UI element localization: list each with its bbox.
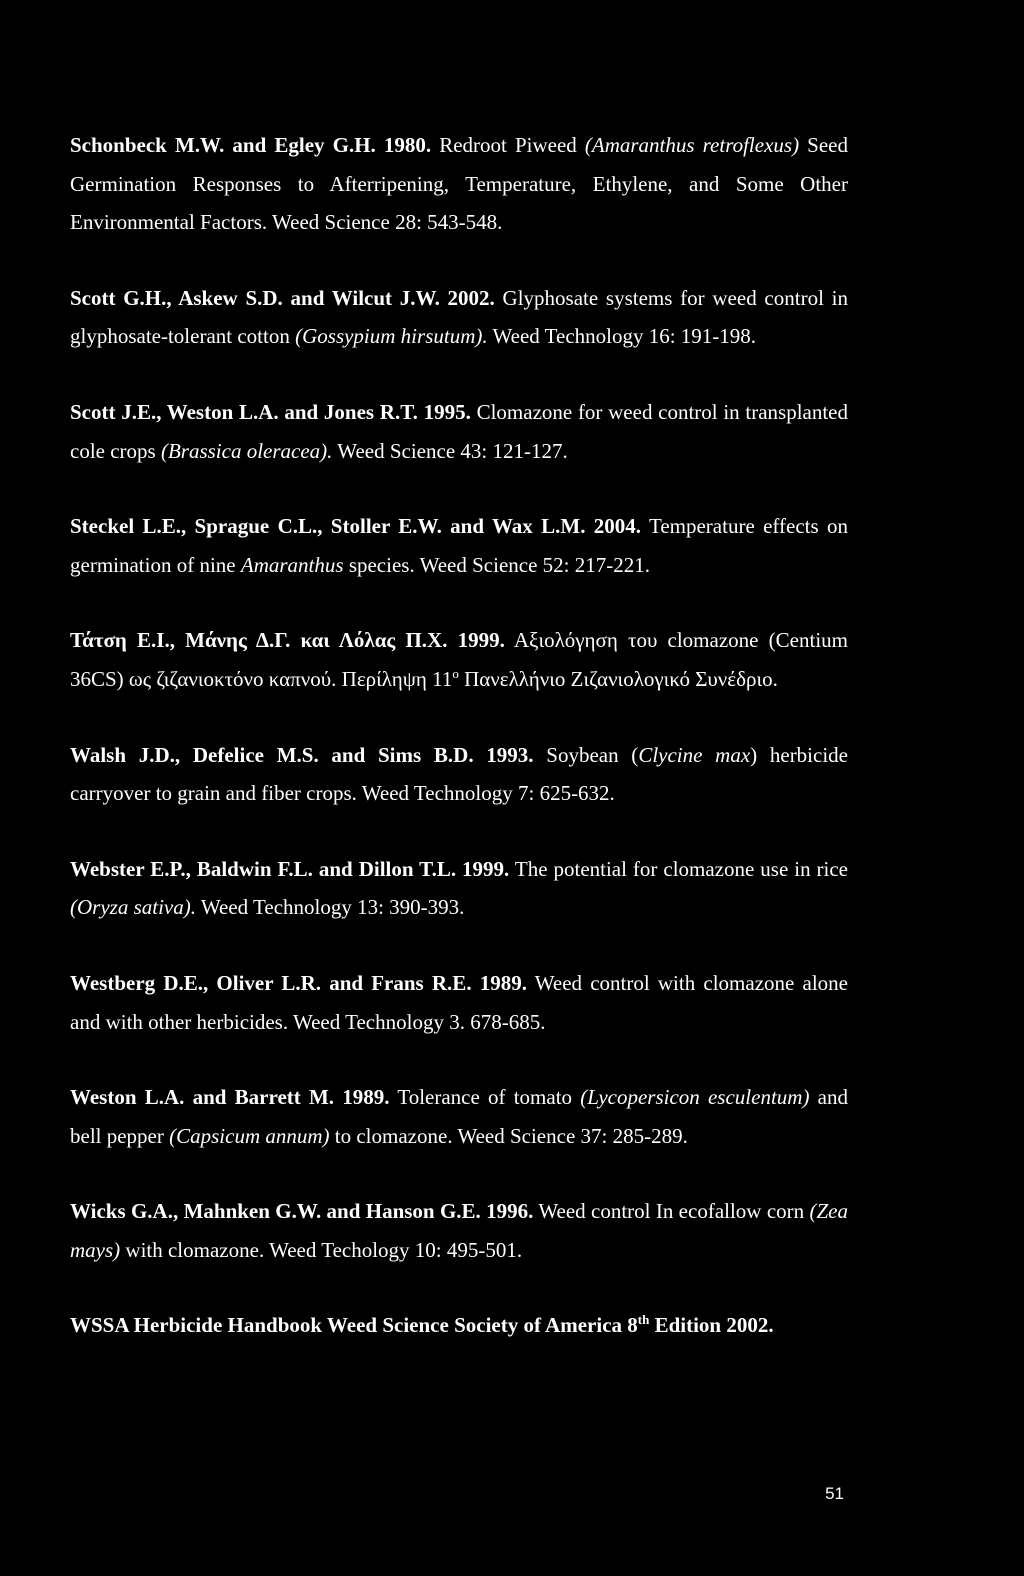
reference-text: The potential for clomazone use in rice (509, 856, 848, 881)
reference-text: Weed Science 43: 121-127. (332, 438, 568, 463)
scientific-name: (Capsicum annum) (169, 1123, 330, 1148)
reference-entry (70, 393, 848, 470)
reference-text: Weed control In ecofallow corn (533, 1199, 810, 1224)
scientific-name: (Amaranthus retroflexus) (584, 133, 800, 157)
reference-text: and bell pepper (70, 1085, 848, 1148)
reference-list (70, 126, 848, 1382)
reference-authors: Westberg D.E., Oliver L.R. and Frans R.E. 1989. (70, 970, 527, 995)
reference-text: Weed Technology 13: 390-393. (195, 895, 465, 920)
reference-authors: Webster E.P., Baldwin F.L. and Dillon T.L. 1999. (70, 856, 510, 881)
reference-wssa-handbook (70, 1306, 848, 1345)
reference-text: Temperature effects on germination of nine (70, 514, 848, 577)
scientific-name: (Brassica oleracea). (160, 438, 333, 463)
reference-authors: Scott G.H., Askew S.D. and Wilcut J.W. 2002. (70, 285, 495, 310)
scientific-name: (Gossypium hirsutum). (295, 324, 488, 349)
superscript-ordinal: th (637, 1312, 650, 1328)
reference-entry (70, 507, 848, 584)
reference-text: to clomazone. Weed Science 37: 285-289. (329, 1123, 688, 1148)
reference-entry (70, 1078, 848, 1155)
reference-text: Πανελλήνιο Ζιζανιολογικό Συνέδριο. (458, 666, 778, 691)
reference-authors: Wicks G.A., Mahnken G.W. and Hanson G.E. 1996. (70, 1199, 534, 1224)
reference-text: Glyphosate systems for weed control in glyphosate-tolerant cotton (70, 285, 848, 349)
scientific-name: Clycine max (638, 742, 751, 767)
reference-text: Seed Germination Responses to Afterripening, Temperature, Ethylene, and Some Other Environmental Factors. Weed Science 28: 543-548. (70, 133, 848, 235)
reference-entry (70, 850, 848, 927)
reference-text: Redroot Piweed (431, 133, 585, 157)
reference-text: WSSA Herbicide Handbook Weed Science Society of America 8 (70, 1313, 638, 1338)
reference-text: Tolerance of tomato (389, 1085, 581, 1110)
reference-authors: Τάτση Ε.Ι., Μάνης Δ.Γ. και Λόλας Π.Χ. 1999. (70, 628, 505, 653)
reference-text: species. Weed Science 52: 217-221. (343, 552, 650, 577)
reference-text: with clomazone. Weed Techology 10: 495-501. (120, 1237, 523, 1262)
reference-entry (70, 279, 848, 356)
reference-text: o (452, 665, 459, 681)
reference-authors: Weston L.A. and Barrett M. 1989. (70, 1085, 390, 1110)
reference-authors: Steckel L.E., Sprague C.L., Stoller E.W. and Wax L.M. 2004. (70, 514, 642, 539)
reference-entry (70, 621, 848, 698)
reference-text: ) herbicide carryover to grain and fiber crops. Weed Technology 7: 625-632. (70, 742, 848, 806)
scientific-name: (Oryza sativa). (70, 895, 196, 920)
reference-authors: Scott J.E., Weston L.A. and Jones R.T. 1995. (70, 399, 471, 424)
reference-text: Soybean ( (533, 742, 639, 767)
reference-entry (70, 964, 848, 1041)
scientific-name: (Lycopersicon esculentum) (580, 1085, 810, 1110)
reference-entry (70, 126, 848, 242)
reference-authors: Walsh J.D., Defelice M.S. and Sims B.D. 1993. (70, 742, 534, 767)
reference-text: Αξιολόγηση του clomazone (Centium 36CS) ως ζιζανιοκτόνο καπνού. Περίληψη 11 (70, 628, 848, 691)
reference-text: Clomazone for weed control in transplanted cole crops (70, 399, 849, 463)
reference-entry (70, 1192, 848, 1269)
reference-text: Weed control with clomazone alone and with other herbicides. Weed Technology 3. 678-685. (70, 970, 848, 1034)
reference-text-end: Edition 2002. (649, 1313, 774, 1338)
reference-authors: Schonbeck M.W. and Egley G.H. 1980. (70, 133, 432, 157)
reference-text: Weed Technology 16: 191-198. (487, 324, 757, 349)
reference-entry (70, 736, 848, 813)
scientific-name: Amaranthus (240, 552, 344, 577)
scientific-name: (Zea mays) (70, 1199, 848, 1262)
page-number: 51 (825, 1484, 844, 1503)
